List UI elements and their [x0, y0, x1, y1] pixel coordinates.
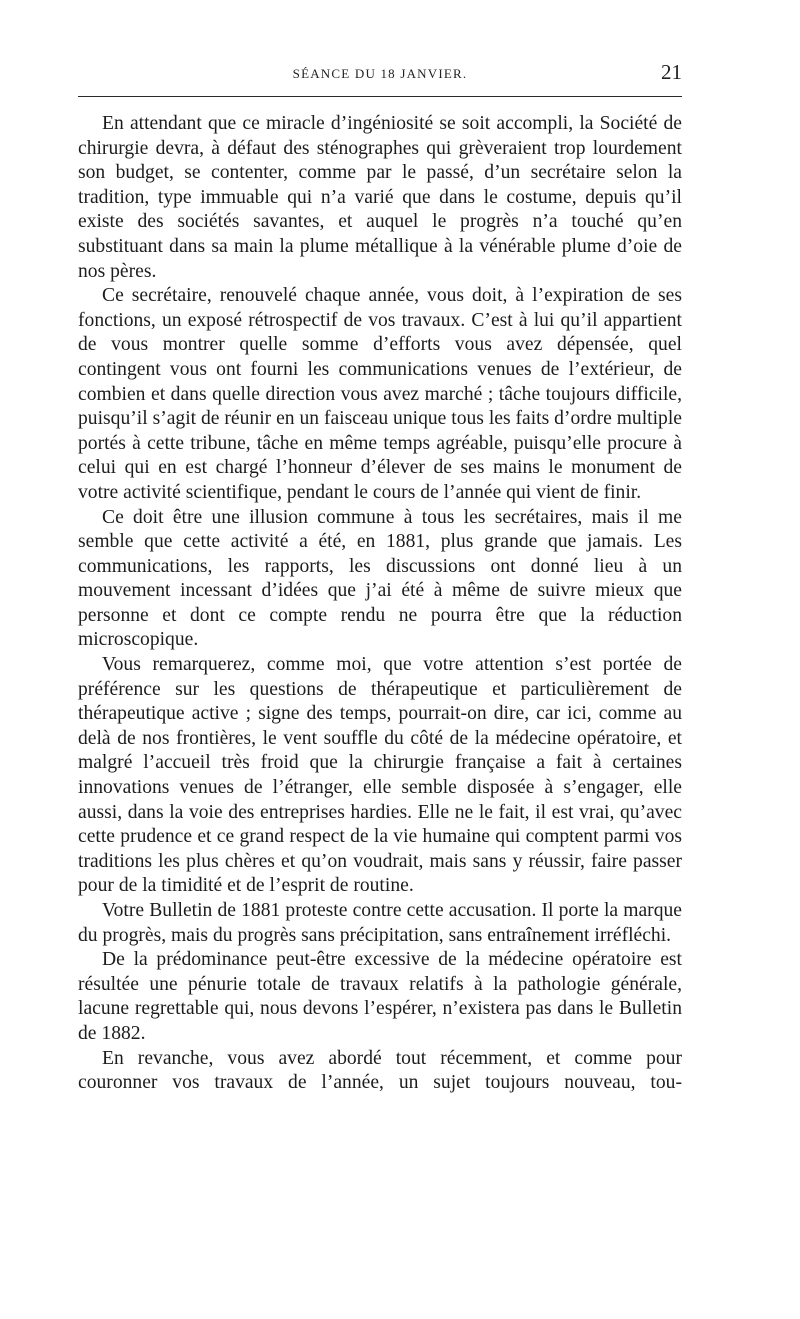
page-header: [78, 60, 682, 88]
running-title: SÉANCE DU 18 JANVIER.: [292, 66, 468, 81]
body-text: [78, 112, 682, 1096]
paragraph: Vous remarquerez, comme moi, que votre attention s’est portée de préférence sur les questions de thérapeutique et particulièrement de thérapeutique active ; signe des temps, pourrait-on dire, car ici, comme au delà de nos frontières, le vent souffle du côté de la médecine opératoire, et malgré l’accueil très froid que la chirurgie française a fait à certaines innovations venues de l’étranger, elle semble disposée à s’engager, elle aussi, dans la voie des entreprises hardies. Elle ne le fait, il est vrai, qu’avec cette prudence et ce grand respect de la vie humaine qui comptent parmi vos traditions les plus chères et qu’on voudrait, mais sans y réussir, faire passer pour de la timidité et de l’esprit de routine.: [78, 654, 682, 897]
page-number: 21: [661, 60, 682, 84]
paragraph: Ce doit être une illusion commune à tous les secrétaires, mais il me semble que cette activité a été, en 1881, plus grande que jamais. Les communications, les rapports, les discussions ont donné lieu à un mouvement incessant d’idées que j’ai été à même de suivre mieux que personne et dont ce compte rendu ne pourra être que la réduction microscopique.: [78, 506, 682, 651]
paragraph: Ce secrétaire, renouvelé chaque année, vous doit, à l’expiration de ses fonctions, un exposé rétrospectif de vos travaux. C’est à lui qu’il appartient de vous montrer quelle somme d’efforts vous avez dépensée, quel contingent vous ont fourni les communications venues de l’extérieur, de combien et dans quelle direction vous avez marché ; tâche toujours difficile, puisqu’il s’agit de réunir en un faisceau unique tous les faits d’ordre multiple portés à cette tribune, tâche en même temps agréable, puisqu’elle procure à celui qui en est chargé l’honneur d’élever de ses mains le monument de votre activité scientifique, pendant le cours de l’année qui vient de finir.: [78, 285, 682, 503]
paragraph: En revanche, vous avez abordé tout récemment, et comme pour couronner vos travaux de l’année, un sujet toujours nouveau, tou-: [78, 1047, 682, 1094]
header-rule: [78, 96, 682, 97]
paragraph: De la prédominance peut-être excessive de la médecine opératoire est résultée une pénurie totale de travaux relatifs à la pathologie générale, lacune regrettable qui, nous devons l’espérer, n’existera pas dans le Bulletin de 1882.: [78, 949, 682, 1044]
paragraph: En attendant que ce miracle d’ingéniosité se soit accompli, la Société de chirurgie devra, à défaut des sténographes qui grèveraient trop lourdement son budget, se contenter, comme par le passé, d’un secrétaire selon la tradition, type immuable qui n’a varié que dans le costume, depuis qu’il existe des sociétés savantes, et auquel le progrès n’a touché qu’en substituant dans sa main la plume métallique à la vénérable plume d’oie de nos pères.: [78, 113, 682, 282]
paragraph: Votre Bulletin de 1881 proteste contre cette accusation. Il porte la marque du progrès, mais du progrès sans précipitation, sans entraînement irréfléchi.: [78, 900, 682, 946]
